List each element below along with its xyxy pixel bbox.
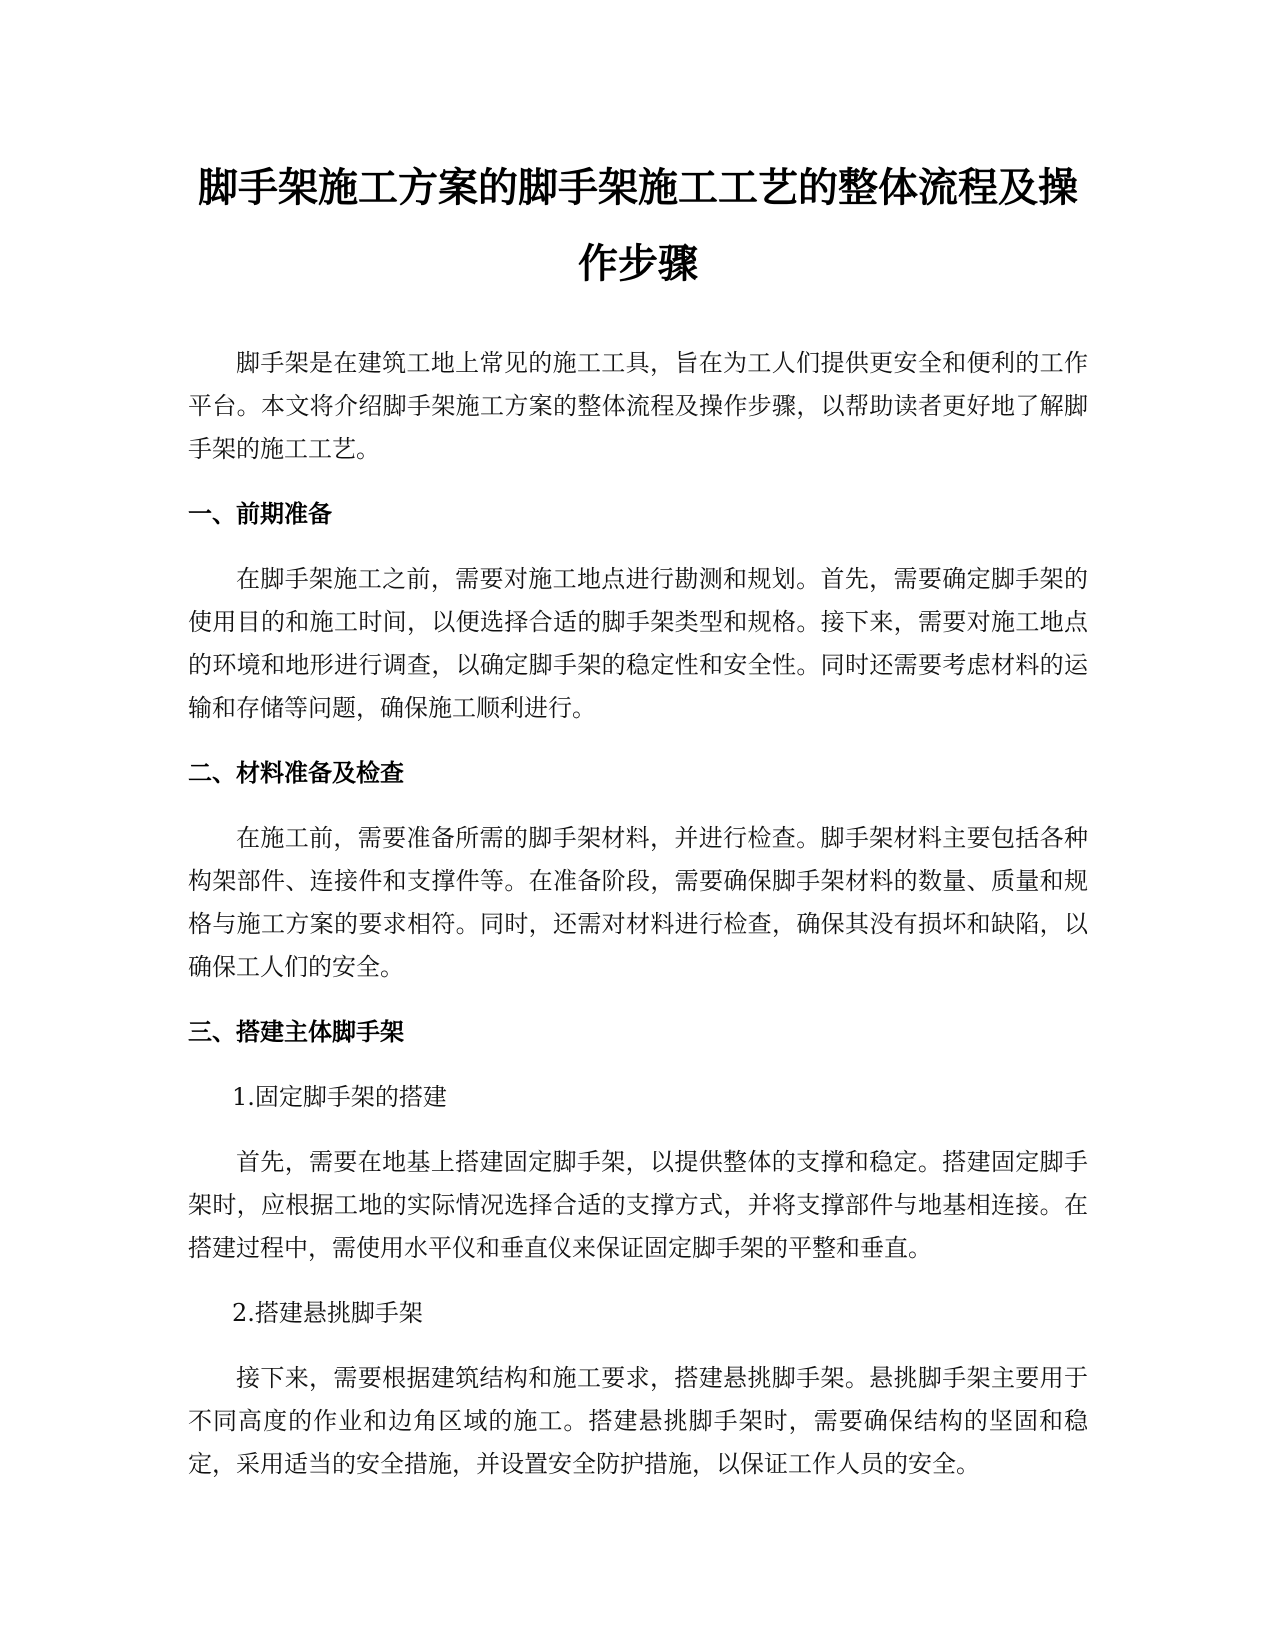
spacer: [188, 730, 1088, 752]
spacer: [188, 1270, 1088, 1292]
spacer: [188, 989, 1088, 1011]
subsection-body-fixed-scaffold: 首先，需要在地基上搭建固定脚手架，以提供整体的支撑和稳定。搭建固定脚手架时，应根据工地的实际情况选择合适的支撑方式，并将支撑部件与地基相连接。在搭建过程中，需使用水平仪和垂直仪来保证固定脚手架的平整和垂直。: [188, 1148, 1088, 1262]
section-heading-erection: 三、搭建主体脚手架: [188, 1018, 404, 1046]
document-title: 脚手架施工方案的脚手架施工工艺的整体流程及操作步骤: [198, 165, 1078, 287]
spacer: [188, 1119, 1088, 1141]
section-body-preparation: 在脚手架施工之前，需要对施工地点进行勘测和规划。首先，需要确定脚手架的使用目的和施工时间，以便选择合适的脚手架类型和规格。接下来，需要对施工地点的环境和地形进行调查，以确定脚手架的稳定性和安全性。同时还需要考虑材料的运输和存储等问题，确保施工顺利进行。: [188, 565, 1088, 722]
spacer: [188, 471, 1088, 493]
spacer: [188, 1335, 1088, 1357]
subsection-heading-fixed-scaffold: 1.固定脚手架的搭建: [232, 1083, 447, 1111]
subsection-heading-cantilever-scaffold: 2.搭建悬挑脚手架: [232, 1299, 423, 1327]
section-heading-materials: 二、材料准备及检查: [188, 759, 404, 787]
spacer: [188, 536, 1088, 558]
spacer: [188, 302, 1088, 342]
spacer: [188, 1054, 1088, 1076]
subsection-body-cantilever-scaffold: 接下来，需要根据建筑结构和施工要求，搭建悬挑脚手架。悬挑脚手架主要用于不同高度的作业和边角区域的施工。搭建悬挑脚手架时，需要确保结构的坚固和稳定，采用适当的安全措施，并设置安全防护措施，以保证工作人员的安全。: [188, 1364, 1088, 1478]
section-heading-preparation: 一、前期准备: [188, 500, 332, 528]
section-body-materials: 在施工前，需要准备所需的脚手架材料，并进行检查。脚手架材料主要包括各种构架部件、连接件和支撑件等。在准备阶段，需要确保脚手架材料的数量、质量和规格与施工方案的要求相符。同时，还需对材料进行检查，确保其没有损坏和缺陷，以确保工人们的安全。: [188, 824, 1088, 981]
intro-paragraph: 脚手架是在建筑工地上常见的施工工具，旨在为工人们提供更安全和便利的工作平台。本文将介绍脚手架施工方案的整体流程及操作步骤，以帮助读者更好地了解脚手架的施工工艺。: [188, 349, 1088, 463]
spacer: [188, 795, 1088, 817]
document-content: [188, 150, 1088, 1486]
